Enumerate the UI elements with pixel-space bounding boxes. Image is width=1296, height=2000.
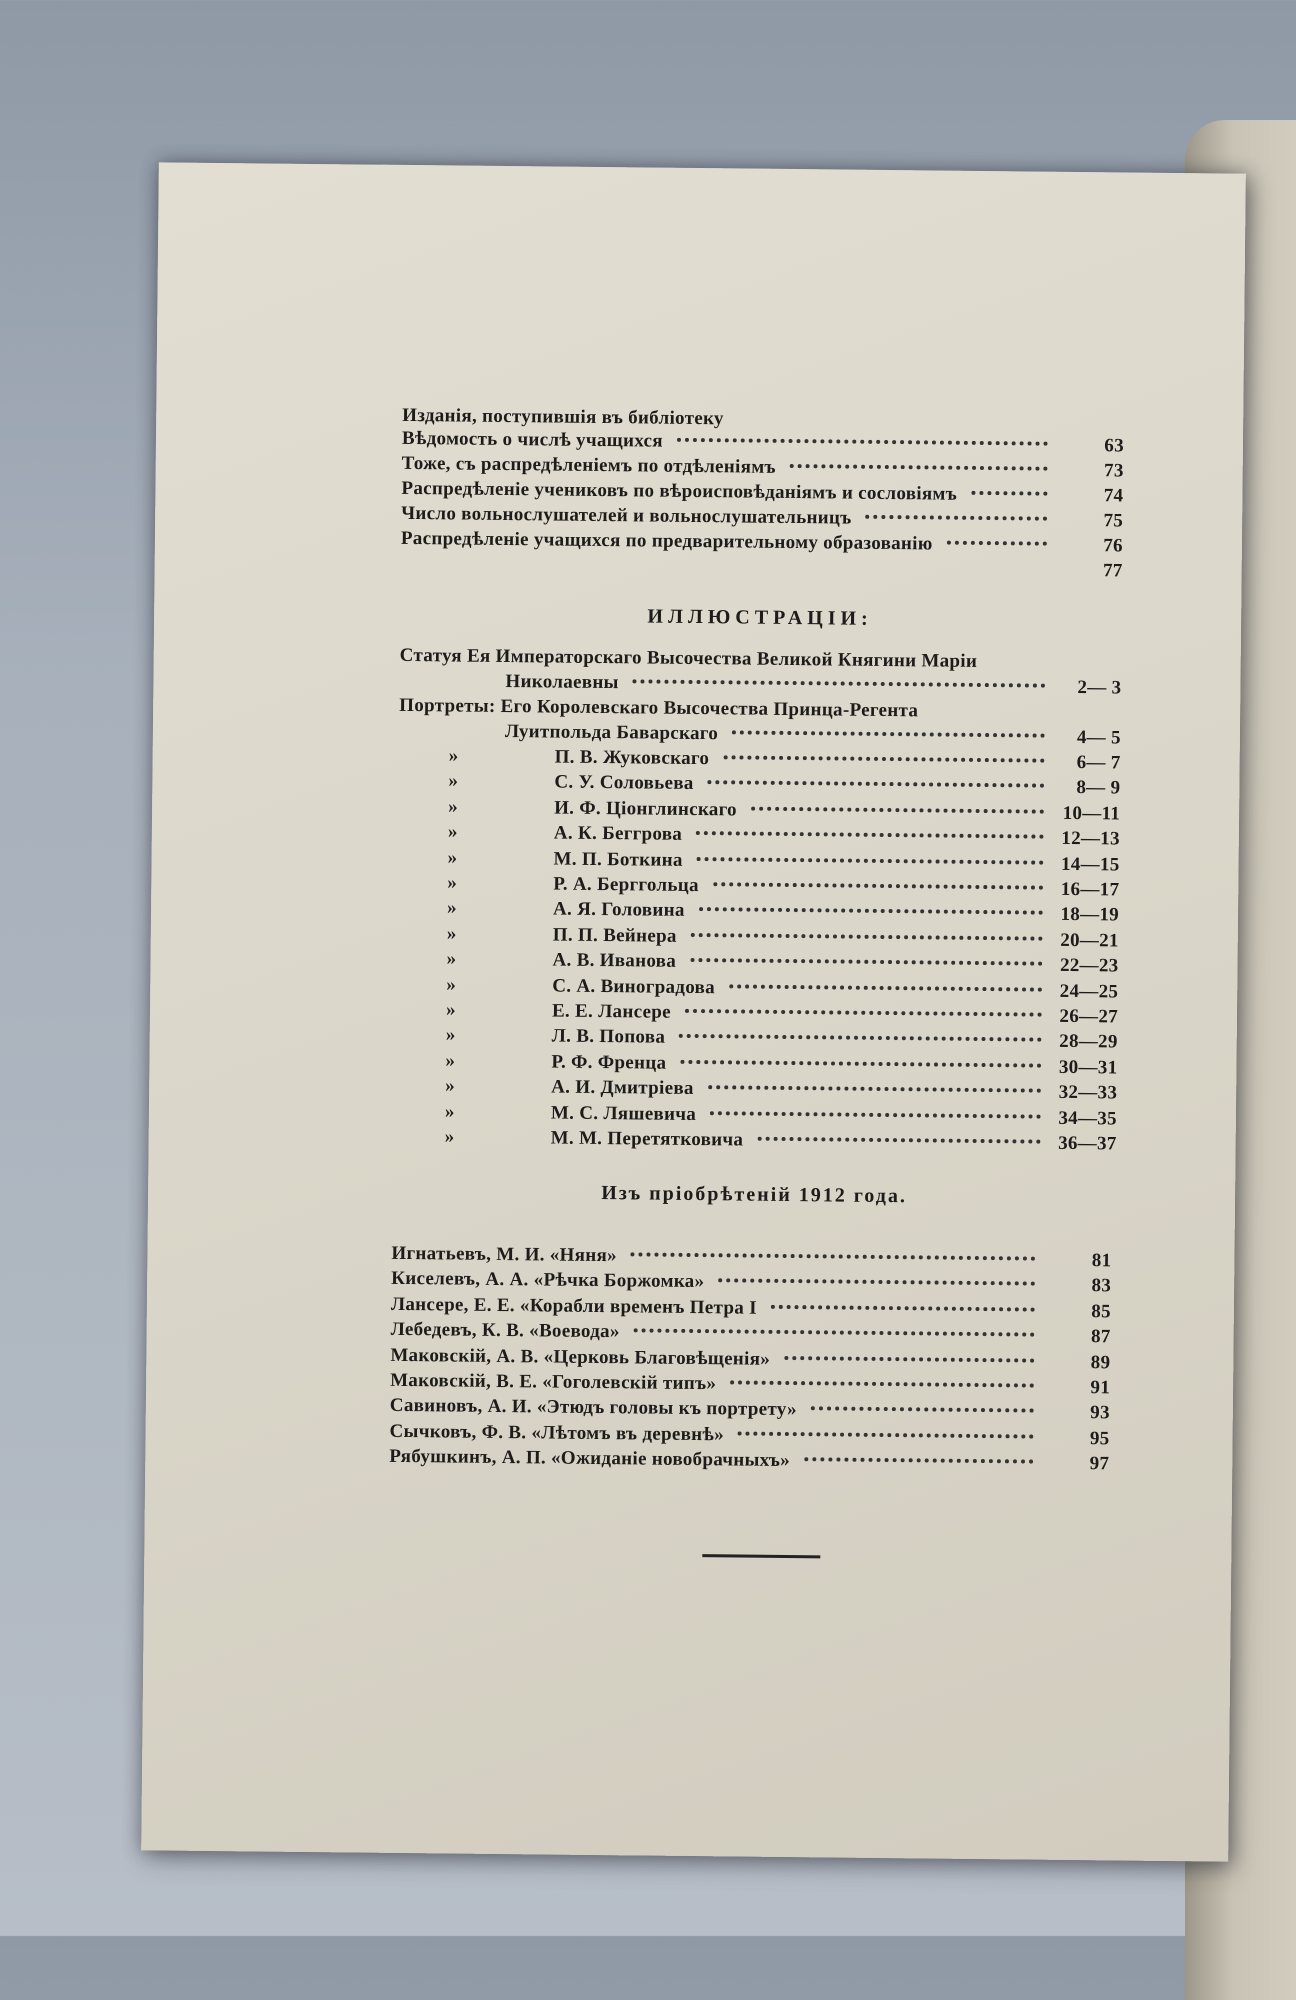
acquisition-entry bbox=[391, 1319, 1111, 1349]
dot-leader bbox=[804, 1457, 1033, 1463]
dot-leader bbox=[729, 984, 1042, 991]
toc-page-number: 85 bbox=[1091, 1300, 1111, 1323]
portrait-name: А. К. Беггрова bbox=[553, 822, 683, 846]
toc-page-range: 4— 5 bbox=[1076, 727, 1122, 749]
acquisition-entry bbox=[391, 1268, 1111, 1298]
acquisition-title: Лебедевъ, К. В. «Воевода» bbox=[390, 1319, 620, 1343]
toc-page-range: 12—13 bbox=[1061, 828, 1120, 850]
portrait-list bbox=[159, 162, 1246, 173]
portrait-name: А. И. Дмитріева bbox=[551, 1076, 694, 1100]
portrait-regent-name-line2: Луитпольда Баварскаго bbox=[504, 721, 719, 745]
toc-page-number: 83 bbox=[1091, 1275, 1112, 1297]
ditto-mark: » bbox=[445, 999, 456, 1021]
dot-leader bbox=[677, 438, 1048, 446]
portrait-entry bbox=[395, 1126, 1117, 1156]
dot-leader bbox=[634, 1329, 1035, 1337]
toc-page-range: 14—15 bbox=[1060, 853, 1120, 876]
ditto-mark: » bbox=[446, 948, 457, 970]
acquisition-title: Рябушкинъ, А. П. «Ожиданіе новобрачныхъ» bbox=[389, 1446, 791, 1472]
closing-rule bbox=[702, 1554, 820, 1558]
ditto-mark: » bbox=[447, 872, 458, 894]
dot-leader bbox=[730, 1380, 1034, 1387]
dot-leader bbox=[690, 958, 1042, 966]
toc-page-number: 76 bbox=[1103, 535, 1124, 557]
dot-leader bbox=[757, 1137, 1040, 1144]
dot-leader bbox=[697, 857, 1044, 865]
dot-leader bbox=[784, 1356, 1034, 1363]
acquisition-title: Киселевъ, А. А. «Рѣчка Боржомка» bbox=[391, 1268, 705, 1293]
toc-entry bbox=[401, 528, 1123, 558]
portrait-entry bbox=[396, 999, 1118, 1029]
toc-page-number: 73 bbox=[1103, 460, 1124, 482]
toc-entry-text: Число вольнослушателей и вольнослушательницъ bbox=[401, 502, 852, 529]
statue-entry-line2: Николаевны bbox=[505, 671, 619, 694]
dot-leader bbox=[691, 933, 1043, 941]
ditto-mark: » bbox=[445, 1075, 456, 1097]
toc-page-number: 91 bbox=[1090, 1377, 1111, 1399]
dot-leader bbox=[866, 515, 1048, 521]
acquisition-entry bbox=[390, 1395, 1110, 1425]
portraits-label: Портреты: bbox=[399, 694, 496, 717]
toc-page-range: 26—27 bbox=[1059, 1005, 1119, 1028]
portrait-name: М. С. Ляшевича bbox=[550, 1102, 697, 1125]
dot-leader bbox=[708, 1085, 1041, 1092]
toc-page-number: 89 bbox=[1090, 1351, 1111, 1373]
toc-page-range: 36—37 bbox=[1058, 1132, 1117, 1155]
portrait-name: А. В. Иванова bbox=[552, 949, 677, 973]
toc-page-number: 81 bbox=[1091, 1250, 1112, 1272]
acquisition-title: Савиновъ, А. И. «Этюдъ головы къ портрету» bbox=[389, 1395, 798, 1421]
acquisition-entry bbox=[389, 1421, 1109, 1451]
toc-page-range: 32—33 bbox=[1058, 1082, 1118, 1104]
ditto-mark: » bbox=[447, 821, 458, 843]
portrait-name: И. Ф. Ціонглинскаго bbox=[554, 797, 738, 821]
dot-leader bbox=[790, 464, 1048, 471]
portrait-entry bbox=[505, 721, 1121, 749]
toc-page-range: 18—19 bbox=[1060, 904, 1120, 926]
dot-leader bbox=[738, 1431, 1034, 1438]
dot-leader bbox=[415, 564, 1047, 571]
portrait-entry bbox=[395, 1075, 1117, 1105]
toc-page-range: 34—35 bbox=[1058, 1107, 1118, 1130]
toc-entry bbox=[401, 503, 1123, 533]
toc-page-range: 2— 3 bbox=[1077, 677, 1122, 699]
dot-leader bbox=[696, 831, 1044, 839]
acquisition-entry bbox=[390, 1344, 1110, 1374]
dot-leader bbox=[732, 730, 1045, 737]
portrait-entry bbox=[397, 872, 1119, 902]
dot-leader bbox=[751, 806, 1044, 813]
portrait-name: С. У. Соловьева bbox=[554, 771, 694, 795]
acquisitions-heading: Изъ пріобрѣтеній 1912 года. bbox=[601, 1182, 908, 1208]
portrait-name: П. П. Вейнера bbox=[552, 924, 677, 947]
ditto-mark: » bbox=[446, 897, 457, 919]
portrait-name: Р. А. Берггольца bbox=[553, 873, 699, 897]
portrait-name: П. В. Жуковскаго bbox=[554, 746, 710, 770]
portrait-entry bbox=[397, 846, 1119, 876]
portrait-name: Е. Е. Лансере bbox=[551, 1000, 672, 1023]
acquisition-entry bbox=[391, 1294, 1111, 1324]
toc-page-number: 77 bbox=[1102, 560, 1123, 582]
dot-leader bbox=[947, 541, 1047, 546]
ditto-mark: » bbox=[445, 1050, 456, 1072]
portrait-entry bbox=[396, 948, 1118, 978]
toc-page-range: 30—31 bbox=[1058, 1056, 1118, 1079]
portrait-entry bbox=[398, 770, 1120, 800]
dot-leader bbox=[971, 491, 1047, 496]
dot-leader bbox=[679, 1034, 1042, 1042]
illustrations-heading: ИЛЛЮСТРАЦІИ: bbox=[647, 605, 873, 630]
acquisition-title: Маковскій, А. В. «Церковь Благовѣщенія» bbox=[390, 1344, 771, 1370]
dot-leader bbox=[680, 1060, 1041, 1068]
ditto-mark: » bbox=[448, 796, 459, 818]
toc-page-number: 97 bbox=[1089, 1453, 1110, 1475]
acquisition-entry bbox=[391, 1243, 1111, 1273]
portraits-entry-line1 bbox=[399, 695, 918, 722]
portrait-entry bbox=[395, 1100, 1117, 1130]
book-page bbox=[141, 162, 1246, 1861]
portrait-name: Р. Ф. Френца bbox=[551, 1051, 667, 1074]
dot-leader bbox=[710, 1111, 1041, 1118]
portrait-name: С. А. Виноградова bbox=[552, 975, 716, 998]
toc-page-number: 95 bbox=[1089, 1427, 1110, 1450]
toc-page-range: 28—29 bbox=[1059, 1031, 1118, 1053]
acquisition-entry bbox=[389, 1446, 1109, 1476]
toc-page-number: 87 bbox=[1090, 1326, 1111, 1348]
dot-leader bbox=[723, 755, 1044, 762]
toc-page-number: 75 bbox=[1103, 510, 1124, 532]
portrait-entry bbox=[396, 973, 1118, 1003]
ditto-mark: » bbox=[444, 1126, 455, 1148]
toc-entry-text: Распредѣленіе учащихся по предварительному образованію bbox=[400, 527, 933, 555]
dot-leader bbox=[685, 1009, 1042, 1017]
portrait-entry bbox=[395, 1050, 1117, 1080]
portrait-entry bbox=[398, 796, 1120, 826]
dot-leader bbox=[631, 1252, 1036, 1260]
portrait-entry bbox=[399, 745, 1121, 775]
portrait-entry bbox=[397, 897, 1119, 927]
acquisition-title: Сычковъ, Ф. В. «Лѣтомъ въ деревнѣ» bbox=[389, 1420, 725, 1446]
toc-page-range: 6— 7 bbox=[1076, 751, 1121, 774]
dot-leader bbox=[771, 1305, 1035, 1312]
toc-page-number: 63 bbox=[1104, 435, 1125, 457]
dot-leader bbox=[699, 907, 1043, 915]
toc-page-number: 93 bbox=[1090, 1402, 1110, 1424]
acquisition-title: Маковскій, В. Е. «Гоголевскій типъ» bbox=[390, 1369, 717, 1395]
acquisition-title: Игнатьевъ, М. И. «Няня» bbox=[391, 1242, 617, 1267]
ditto-mark: » bbox=[448, 745, 459, 767]
acquisitions-list bbox=[159, 162, 1246, 173]
toc-entry bbox=[401, 478, 1123, 508]
portrait-name: Л. В. Попова bbox=[551, 1025, 666, 1049]
toc-page-range: 22—23 bbox=[1059, 955, 1119, 977]
portrait-regent-name: Его Королевскаго Высочества Принца-Регента bbox=[500, 695, 919, 722]
dot-leader bbox=[633, 679, 1046, 687]
ditto-mark: » bbox=[447, 847, 458, 869]
portrait-entry bbox=[398, 821, 1120, 851]
toc-entry bbox=[402, 453, 1124, 483]
toc-entry-text: Тоже, съ распредѣленіемъ по отдѣленіямъ bbox=[401, 452, 776, 478]
toc-page-range: 8— 9 bbox=[1076, 777, 1121, 799]
ditto-mark: » bbox=[446, 923, 457, 945]
portrait-entry bbox=[396, 1024, 1118, 1054]
acquisition-title: Лансере, Е. Е. «Корабли временъ Петра I bbox=[390, 1293, 757, 1319]
toc-page-range: 16—17 bbox=[1060, 878, 1120, 901]
toc-page-range: 10—11 bbox=[1062, 802, 1121, 825]
toc-entry-text: Распредѣленіе учениковъ по вѣроисповѣданіямъ и сословіямъ bbox=[401, 477, 958, 505]
toc-entry bbox=[401, 553, 1123, 583]
ditto-mark: » bbox=[444, 1100, 455, 1123]
portrait-entry bbox=[397, 923, 1119, 953]
toc-entry-text: Вѣдомость о числѣ учащихся bbox=[401, 427, 663, 452]
ditto-mark: » bbox=[446, 974, 457, 996]
dot-leader bbox=[718, 1279, 1035, 1286]
toc-entry-text: Изданія, поступившія въ библіотеку bbox=[402, 404, 724, 430]
statue-entry-line1: Статуя Ея Императорскаго Высочества Великой Княгини Маріи bbox=[399, 644, 978, 672]
ditto-mark: » bbox=[445, 1024, 456, 1046]
portrait-name: М. М. Перетятковича bbox=[550, 1127, 744, 1151]
portrait-name: М. П. Боткина bbox=[553, 848, 683, 871]
toc-page-range: 20—21 bbox=[1060, 929, 1119, 952]
toc-page-range: 24—25 bbox=[1059, 980, 1119, 1003]
toc-page-number: 74 bbox=[1103, 485, 1124, 507]
acquisition-entry bbox=[390, 1370, 1110, 1400]
portrait-name: А. Я. Головина bbox=[552, 898, 685, 922]
dot-leader bbox=[708, 781, 1045, 789]
ditto-mark: » bbox=[448, 770, 459, 792]
dot-leader bbox=[811, 1407, 1034, 1413]
statue-entry bbox=[505, 671, 1121, 699]
dot-leader bbox=[713, 882, 1044, 889]
